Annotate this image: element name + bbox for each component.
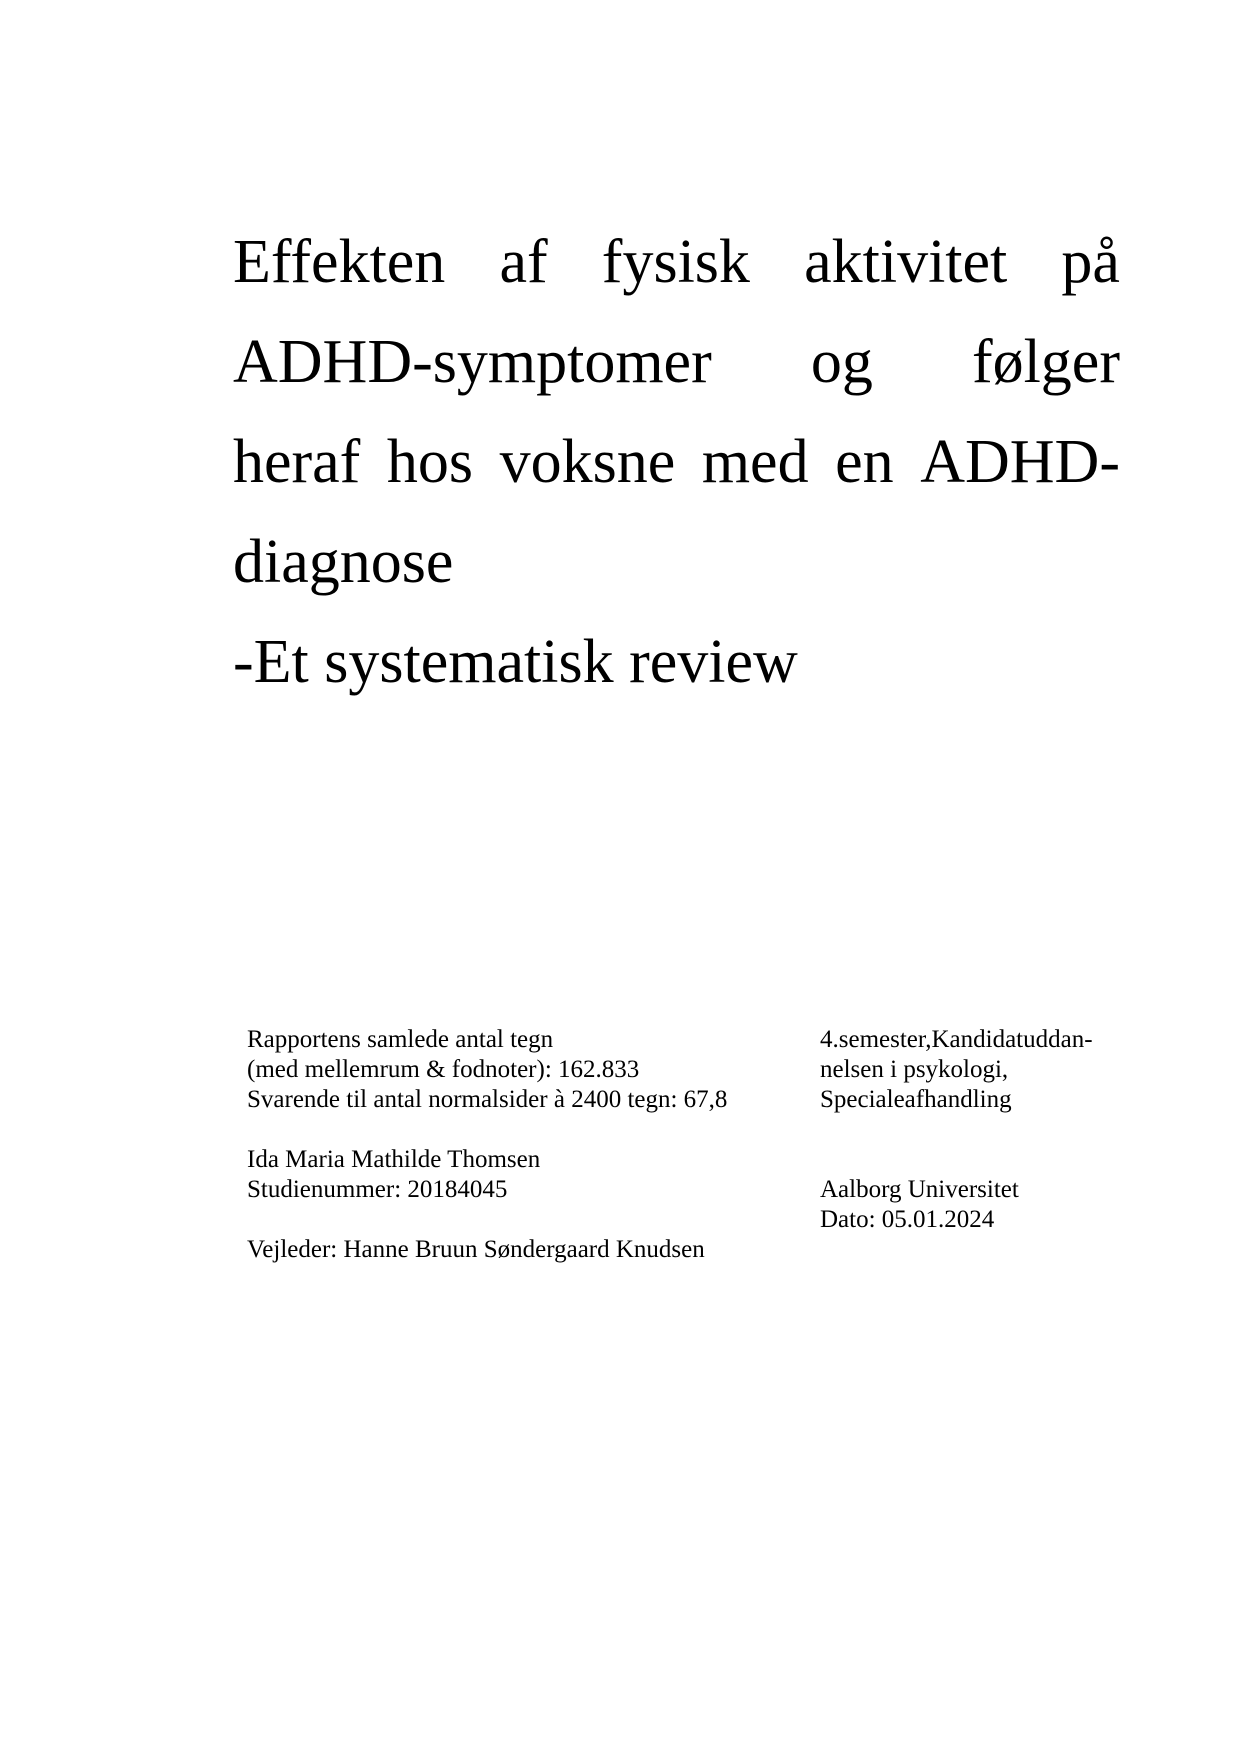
spacer [247,1115,759,1145]
program-line-3: Specialeafhandling [820,1086,1012,1113]
title-word: hos [386,428,474,496]
spacer [820,1115,1118,1175]
title-word: voksne [499,428,676,496]
university-name: Aalborg Universitet [820,1176,1019,1203]
student-number: Studienummer: 20184045 [247,1176,508,1203]
info-column-left [247,1025,759,1265]
title-word: en [835,428,894,496]
title-word: med [701,428,809,496]
title-line-1 [233,212,1120,312]
title-word: aktivitet [804,228,1008,296]
title-word: 4. [820,1026,839,1053]
title-word: følger [971,328,1120,396]
title-word: af [499,228,548,296]
supervisor-line: Vejleder: Hanne Bruun Søndergaard Knudsen [247,1236,705,1263]
title-word: Kandidatuddan- [931,1026,1093,1053]
title-word: fysisk [601,228,750,296]
title-word: og [810,328,873,396]
program-line-1 [820,1025,1118,1055]
spacer [247,1205,759,1235]
program-line-2: nelsen i psykologi, [820,1056,1009,1083]
date-line: Dato: 05.01.2024 [820,1206,995,1233]
author-name: Ida Maria Mathilde Thomsen [247,1146,541,1173]
info-column-right [820,1025,1118,1235]
thesis-subtitle: -Et systematisk review [233,628,798,696]
report-normal-pages: Svarende til antal normalsider à 2400 tegn: 67,8 [247,1086,728,1113]
title-word: Effekten [233,228,446,296]
title-line-2 [233,312,1120,412]
title-line-3 [233,412,1120,512]
thesis-title-block [233,212,1120,712]
title-word: på [1061,228,1120,296]
title-word: ADHD-symptomer [233,328,712,396]
title-word: ADHD- [920,428,1120,496]
title-word: semester, [838,1026,932,1053]
title-word: heraf [233,428,361,496]
report-chars-label: Rapportens samlede antal tegn [247,1026,554,1053]
report-chars-value: (med mellemrum & fodnoter): 162.833 [247,1056,640,1083]
title-line-4: diagnose [233,528,454,596]
